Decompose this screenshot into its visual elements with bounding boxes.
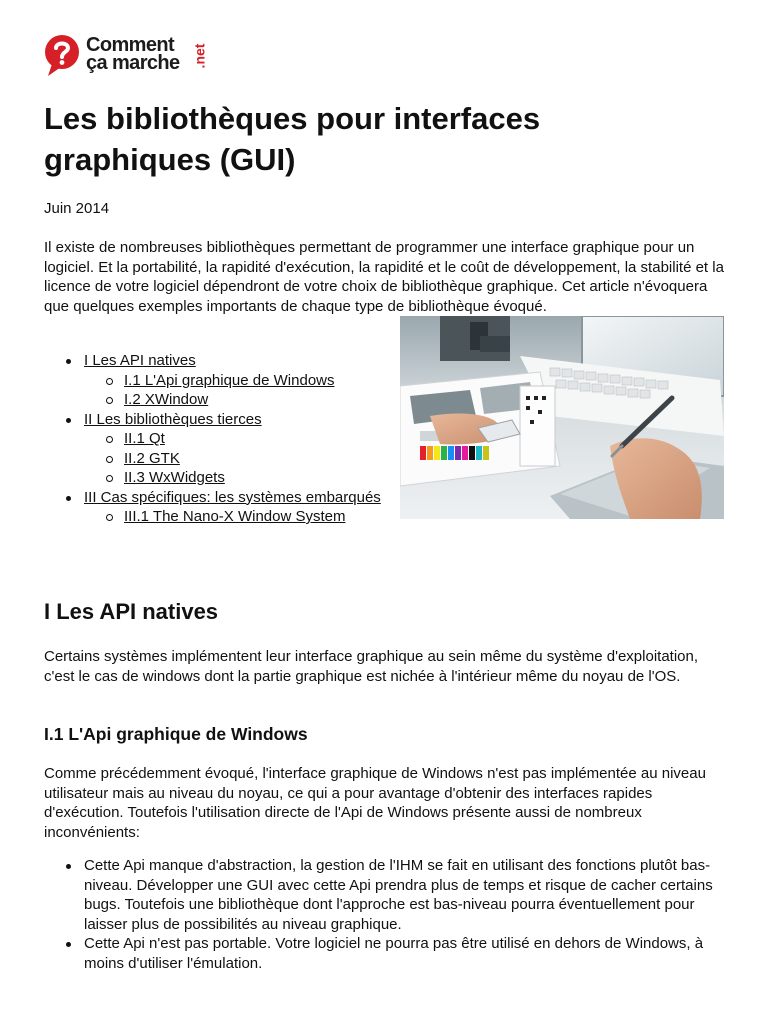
toc-item <box>44 449 381 469</box>
toc-item <box>44 468 381 488</box>
subsection-heading-api-windows: I.1 L'Api graphique de Windows <box>44 724 308 744</box>
toc-item <box>44 390 381 410</box>
toc-link-xwindow[interactable]: I.2 XWindow <box>124 391 209 408</box>
page-title: Les bibliothèques pour interfaces graphiques (GUI) <box>44 101 541 177</box>
toc-link-gtk[interactable]: II.2 GTK <box>124 449 180 467</box>
question-bubble-icon <box>44 34 82 78</box>
toc-item <box>44 410 381 430</box>
toc-link-systemes-embarques[interactable]: III Cas spécifiques: les systèmes embarqués <box>84 488 381 506</box>
toc-item <box>44 429 381 449</box>
logo-text-line1: Comment <box>86 34 175 56</box>
toc-link-api-natives[interactable]: I Les API natives <box>84 352 196 369</box>
logo-text-line2: ça marche <box>86 52 180 74</box>
subsection-paragraph: Comme précédemment évoqué, l'interface graphique de Windows n'est pas implémentée au niveau utilisateur mais au niveau du noyau, ce qui a pour avantage d'obtenir des interfaces rapides d'exécution. Toutefois l'utilisation directe de l'Api de Windows présente aussi de nombreux inconvénients: <box>44 765 706 841</box>
toc-item <box>44 371 381 391</box>
toc-item <box>44 488 381 508</box>
toc-item <box>44 507 381 527</box>
list-item: Cette Api manque d'abstraction, la gestion de l'IHM se fait en utilisant des fonctions plutôt bas-niveau. Développer une GUI avec cette Api prendra plus de temps et risque de cacher certains bugs. Toutefois une bibliothèque dont l'approche est bas-niveau pourra éventuellement pour laisser plus de possibilités au niveau graphique. <box>44 856 734 934</box>
article-date: Juin 2014 <box>44 200 110 217</box>
logo-tld: .net <box>191 43 208 69</box>
toc-link-nano-x[interactable]: III.1 The Nano-X Window System <box>124 508 346 525</box>
toc-item <box>44 351 381 371</box>
list-item: Cette Api n'est pas portable. Votre logiciel ne pourra pas être utilisé en dehors de Windows, à moins d'utiliser l'émulation. <box>44 934 734 973</box>
drawbacks-list <box>44 856 734 973</box>
article-photo <box>400 316 724 519</box>
section-heading-api-natives: I Les API natives <box>44 599 219 624</box>
intro-paragraph: Il existe de nombreuses bibliothèques permettant de programmer une interface graphique pour un logiciel. Et la portabilité, la rapidité d'exécution, la rapidité et le coût de développement, la stabilité et la licence de votre logiciel dépendront de votre choix de bibliothèque graphique. Cet article n'évoquera que quelques exemples importants de chaque type de bibliothèque évoqué. <box>44 239 724 315</box>
toc-link-api-windows[interactable]: I.1 L'Api graphique de Windows <box>124 371 335 389</box>
section-paragraph: Certains systèmes implémentent leur interface graphique au sein même du système d'exploitation, c'est le cas de windows dont la partie graphique est nichée à l'intérieur même du noyau de l'OS. <box>44 648 699 685</box>
toc-link-wxwidgets[interactable]: II.3 WxWidgets <box>124 469 225 486</box>
table-of-contents <box>44 351 381 527</box>
site-logo[interactable] <box>44 32 214 80</box>
toc-link-qt[interactable]: II.1 Qt <box>124 430 165 447</box>
toc-link-bibliotheques-tierces[interactable]: II Les bibliothèques tierces <box>84 410 262 428</box>
